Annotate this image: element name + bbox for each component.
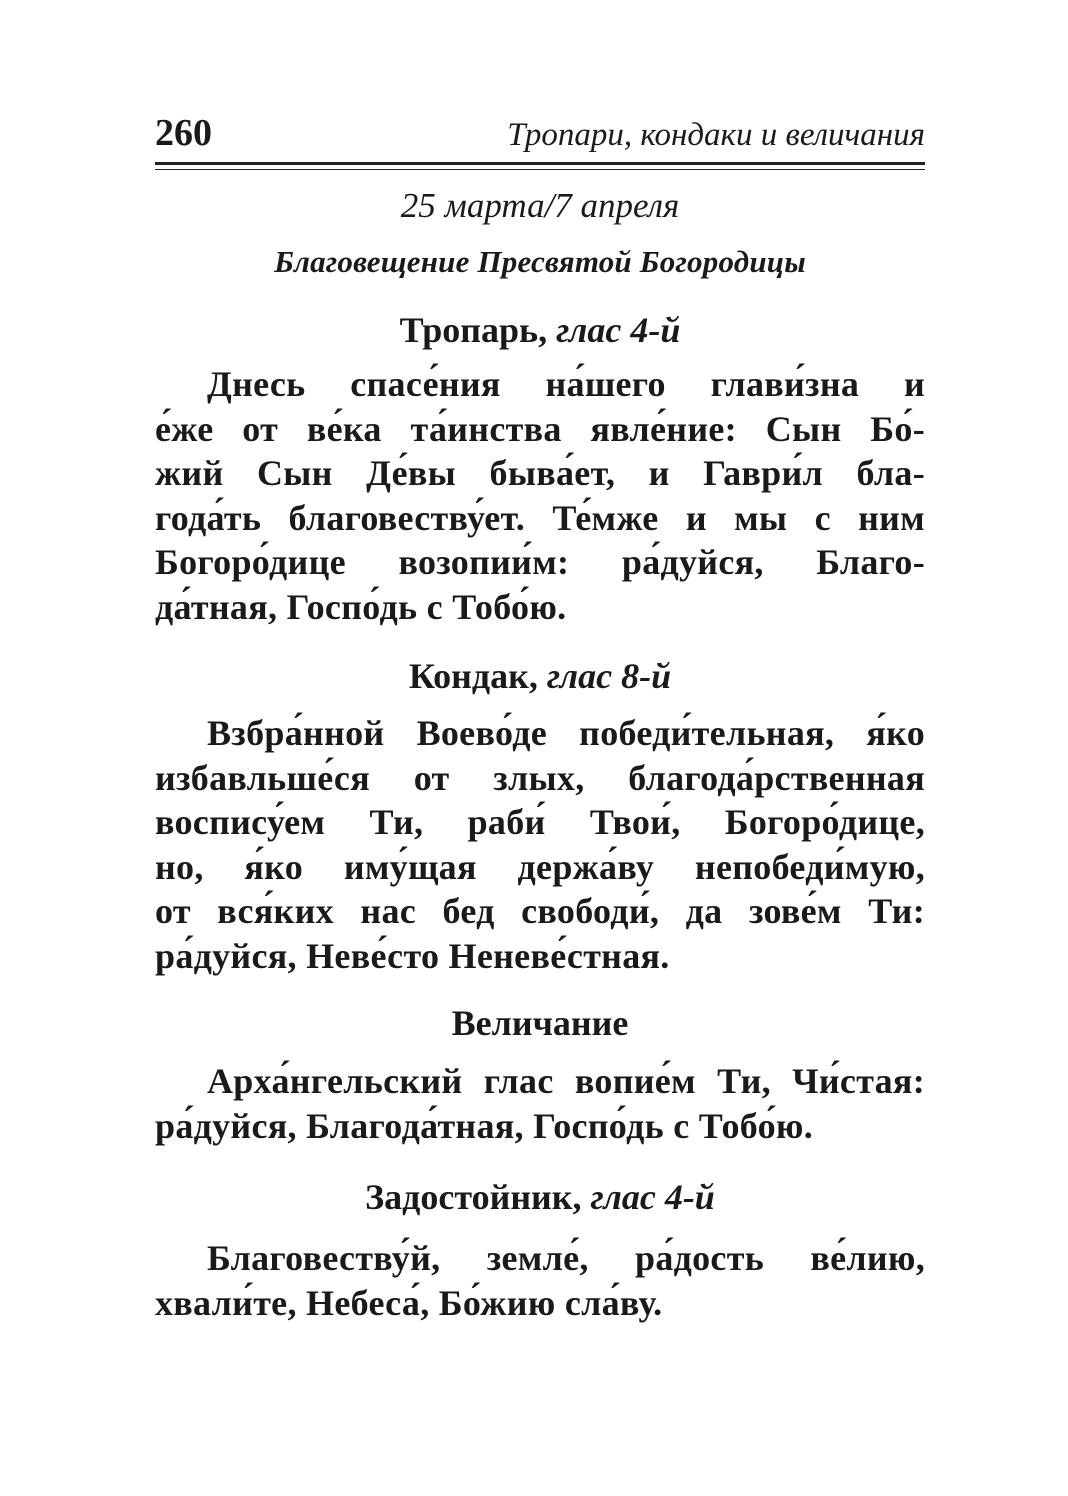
- running-head: [155, 110, 925, 156]
- text-line: жий Сын Де́вы быва́ет, и Гаври́л бла-: [155, 453, 925, 493]
- text-line: от вся́ких нас бед свободи́, да зове́м Ти:: [155, 891, 925, 931]
- running-title: Тропари, кондаки и величания: [507, 117, 925, 153]
- text-line: хвали́те, Небеса́, Бо́жию сла́ву.: [155, 1282, 663, 1323]
- kontakion-title: Кондак,: [408, 656, 538, 696]
- text-line: Богоро́дице возопии́м: ра́дуйся, Благо-: [155, 542, 925, 582]
- magnification-heading: [155, 1000, 925, 1046]
- troparion-heading: [155, 307, 925, 353]
- page-number: 260: [155, 112, 212, 154]
- text-line: но, я́ко иму́щая держа́ву непобеди́мую,: [155, 846, 925, 887]
- zadostoynik-text: [155, 1236, 925, 1325]
- text-line: воспису́ем Ти, раби́ Твои́, Богоро́дице,: [155, 802, 925, 842]
- text-line: Днесь спасе́ния на́шего глави́зна и: [207, 364, 925, 404]
- text-line: ра́дуйся, Неве́сто Неневе́стная.: [155, 935, 670, 976]
- header-rule-thin: [155, 169, 925, 170]
- feast-title: Благовещение Пресвятой Богородицы: [274, 244, 806, 279]
- text-line: е́же от ве́ка та́инства явле́ние: Сын Бо́-: [155, 408, 925, 449]
- text-line: Благовеству́й, земле́, ра́дость ве́лию,: [207, 1238, 925, 1278]
- kontakion-heading: [155, 653, 925, 699]
- text-line: да́тная, Госпо́дь с Тобо́ю.: [155, 586, 567, 627]
- zadostoynik-tone: глас 4-й: [590, 1177, 715, 1217]
- troparion-title: Тропарь,: [399, 310, 548, 350]
- text-line: года́ть благовеству́ет. Те́мже и мы с ним: [155, 497, 925, 538]
- text-line: избавльше́ся от злых, благода́рственная: [155, 757, 925, 798]
- zadostoynik-heading: [155, 1174, 925, 1220]
- zadostoynik-title: Задостойник,: [365, 1177, 582, 1217]
- header-rule-thick: [155, 162, 925, 165]
- text-line: ра́дуйся, Благода́тная, Госпо́дь с Тобо́ю.: [155, 1105, 814, 1146]
- text-line: Арха́нгельский глас вопие́м Ти, Чи́стая:: [207, 1061, 925, 1101]
- troparion-text: [155, 362, 925, 629]
- text-line: Взбра́нной Воево́де победи́тельная, я́ко: [207, 713, 925, 753]
- troparion-tone: глас 4-й: [556, 310, 681, 350]
- magnification-title: Величание: [451, 1003, 629, 1043]
- kontakion-tone: глас 8-й: [546, 656, 672, 696]
- kontakion-text: [155, 711, 925, 978]
- magnification-text: [155, 1059, 925, 1148]
- feast-date: 25 марта/7 апреля: [400, 186, 680, 225]
